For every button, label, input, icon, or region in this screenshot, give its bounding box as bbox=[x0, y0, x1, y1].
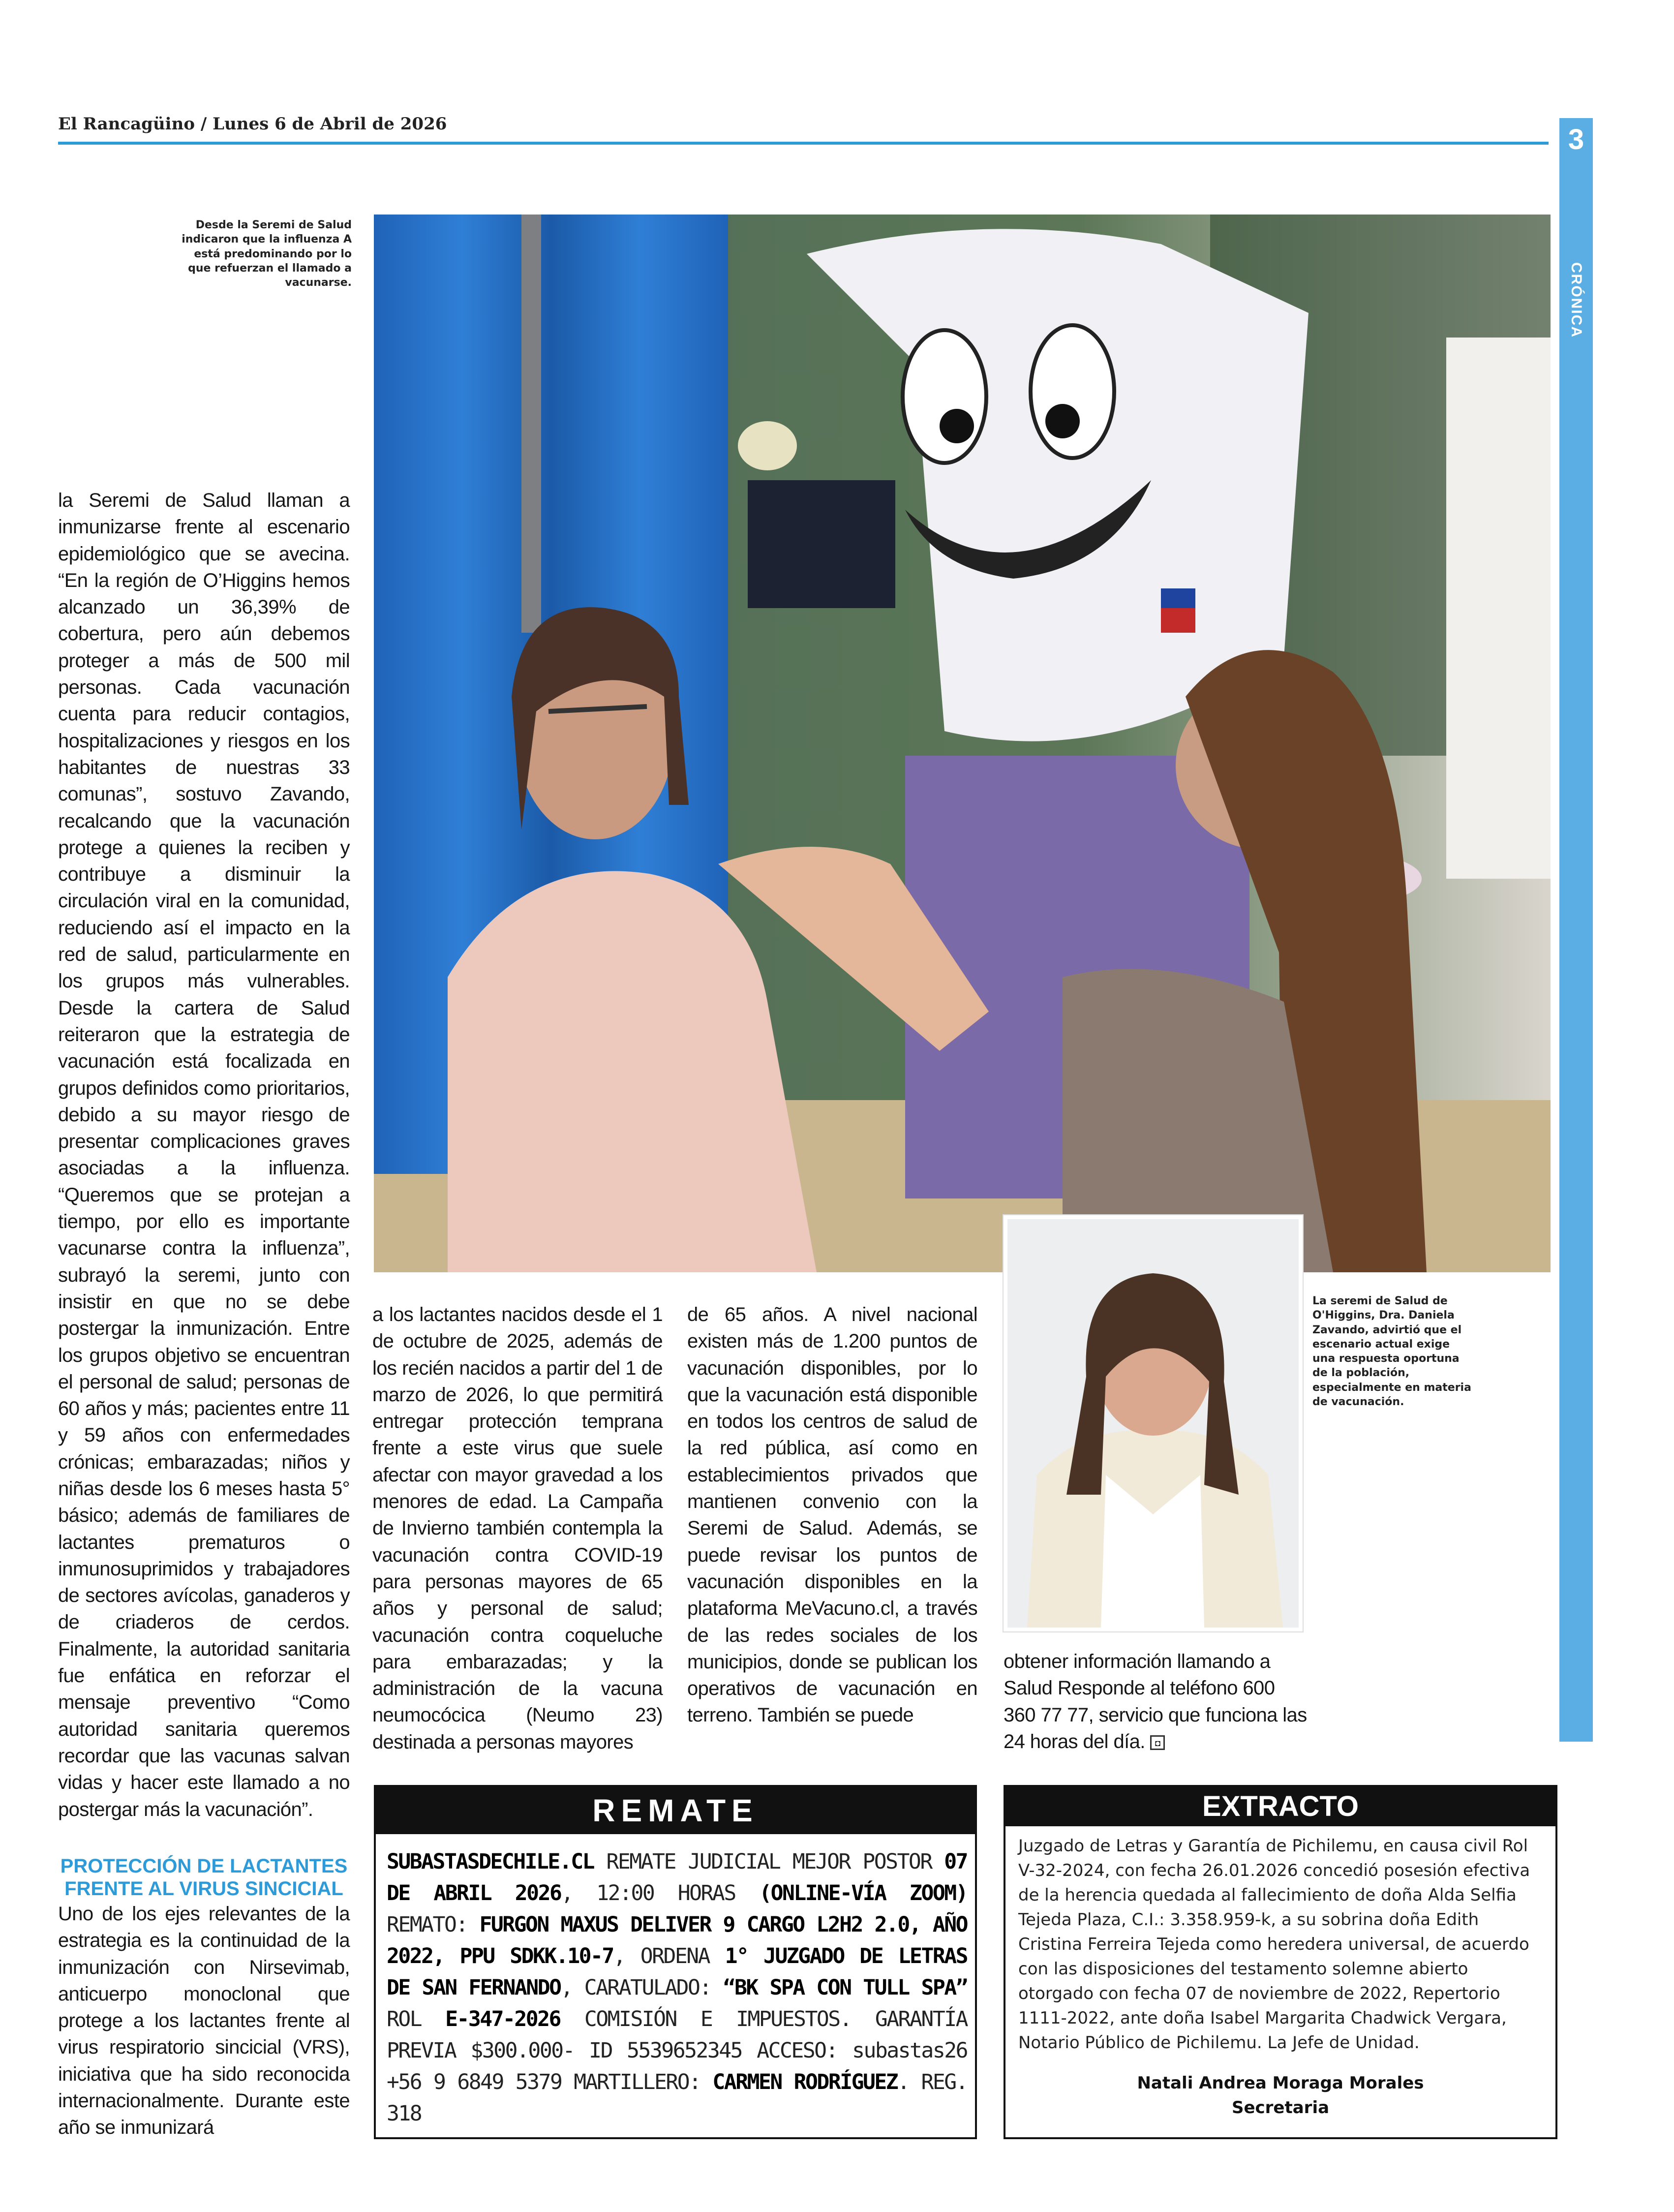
remate-text-run: REMATE JUDICIAL MEJOR POSTOR bbox=[594, 1849, 944, 1874]
remate-text-run: REMATO: bbox=[387, 1912, 480, 1937]
header-separator: / bbox=[200, 114, 207, 134]
remate-text-run: ROL bbox=[387, 2007, 446, 2031]
article-column-2 bbox=[372, 1301, 663, 1755]
newspaper-name: El Rancagüino bbox=[58, 114, 195, 134]
photo-caption: Desde la Seremi de Salud indicaron que la influenza A está predominando por lo que refuerzan el llamado a vacunarse. bbox=[182, 219, 352, 289]
article-text bbox=[1004, 1648, 1309, 1755]
remate-text-run: , CARATULADO: bbox=[560, 1975, 723, 2000]
article-column-1 bbox=[58, 487, 350, 1823]
inset-caption: La seremi de Salud de O'Higgins, Dra. Daniela Zavando, advirtió que el escenario actual exige una respuesta oportuna de la población, especialmente en materia de vacunación. bbox=[1312, 1295, 1471, 1408]
signer-title: Secretaria bbox=[1231, 2098, 1330, 2118]
remate-text-run: E-347-2026 bbox=[445, 2007, 560, 2031]
portrait-image bbox=[1007, 1219, 1299, 1628]
remate-text-run: (ONLINE-VÍA ZOOM) bbox=[759, 1881, 968, 1905]
remate-text-run: COMISIÓN E IMPUESTOS. GARANTÍA PREVIA $300.000- ID 5539652345 ACCESO: subastas26 +56 9 6849 5379 MARTILLERO: bbox=[387, 2007, 967, 2094]
end-mark-icon: ◘ bbox=[1150, 1735, 1165, 1750]
remate-notice bbox=[374, 1785, 977, 2139]
article-text: de 65 años. A nivel nacional existen más de 1.200 puntos de vacunación disponibles, por lo que la vacunación está disponible en todos los centros de salud de la red pública, así como en establecimientos privados que mantienen convenio con la Seremi de Salud. Además, se puede revisar los puntos de vacunación disponibles en la plataforma MeVacuno.cl, a través de las redes sociales de los municipios, donde se publican los operativos de vacunación en terreno. También se puede bbox=[687, 1304, 977, 1726]
remate-text-run: , 12:00 HORAS bbox=[561, 1881, 760, 1905]
remate-body bbox=[387, 1846, 967, 2129]
remate-text-run: , ORDENA bbox=[613, 1944, 725, 1968]
extracto-notice bbox=[1004, 1785, 1557, 2139]
issue-date: Lunes 6 de Abril de 2026 bbox=[213, 114, 447, 134]
article-subheading: PROTECCIÓN DE LACTANTES FRENTE AL VIRUS SINCICIAL bbox=[60, 1855, 348, 1900]
article-column-3 bbox=[687, 1301, 977, 1729]
remate-text-run: FURGON MAXUS DELIVER 9 CARGO L2H2 2.0, AÑO 2022, PPU SDKK.10-7 bbox=[387, 1912, 967, 1968]
article-column-1-continued bbox=[58, 1901, 350, 2141]
article-text: Uno de los ejes relevantes de la estrategia es la continuidad de la inmunización con Nirsevimab, anticuerpo monoclonal que protege a los lactantes frente al virus respiratorio sincicial (VRS), iniciativa que ha sido reconocida internacionalmente. Durante este año se inmunizará bbox=[58, 1903, 350, 2139]
extracto-title: EXTRACTO bbox=[1005, 1787, 1555, 1826]
page-number: 3 bbox=[1568, 123, 1584, 155]
section-label: CRÓNICA bbox=[1568, 262, 1584, 338]
remate-text-run: 07 DE ABRIL 2026 bbox=[387, 1849, 967, 1905]
main-photo bbox=[374, 215, 1551, 1272]
page-header bbox=[58, 114, 447, 134]
article-text: la Seremi de Salud llaman a inmunizarse frente al escenario epidemiológico que se avecina. “En la región de O’Higgins hemos alcanzado un 36,39% de cobertura, pero aún debemos proteger a más de 500 mil personas. Cada vacunación cuenta para reducir contagios, hospitalizaciones y riesgos en los habitantes de nuestras 33 comunas”, sostuvo Zavando, recalcando que la vacunación protege a quienes la reciben y contribuye a disminuir la circulación viral en la comunidad, reduciendo así el impacto en la red de salud, particularmente en los grupos más vulnerables. Desde la cartera de Salud reiteraron que la estrategia de vacunación está focalizada en grupos definidos como prioritarios, debido a su mayor riesgo de presentar complicaciones graves asociadas a la influenza. “Queremos que se protejan a tiempo, por ello es importante vacunarse contra la influenza”, subrayó la seremi, junto con insistir en que no se debe postergar la inmunización. Entre los grupos objetivo se encuentran el personal de salud; personas de 60 años y más; pacientes entre 11 y 59 años con enfermedades crónicas; embarazadas; niños y niñas desde los 6 meses hasta 5° básico; además de familiares de lactantes prematuros o inmunosuprimidos y trabajadores de sectores avícolas, ganaderos y de criaderos de cerdos. Finalmente, la autoridad sanitaria fue enfática en reforzar el mensaje preventivo “Como autoridad sanitaria queremos recordar que las vacunas salvan vidas y hacer este llamado a no postergar más la vacunación”. bbox=[58, 490, 350, 1820]
extracto-body: Juzgado de Letras y Garantía de Pichilemu, en causa civil Rol V-32-2024, con fecha 26.01.2026 concedió posesión efectiva de la herencia quedada al fallecimiento de doña Alda Selfia Tejeda Plaza, C.I.: 3.358.959-k, a su sobrina doña Edith Cristina Ferreira Tejeda como heredera universal, de acuerdo con las disposiciones del testamento solemne abierto otorgado con fecha 07 de noviembre de 2022, Repertorio 1111-2022, ante doña Isabel Margarita Chadwick Vergara, Notario Público de Pichilemu. La Jefe de Unidad. bbox=[1018, 1836, 1530, 2053]
article-text: a los lactantes nacidos desde el 1 de octubre de 2025, además de los recién nacidos a partir del 1 de marzo de 2026, lo que permitirá entregar protección temprana frente a este virus que suele afectar con mayor gravedad a los menores de edad. La Campaña de Invierno también contempla la vacunación contra COVID-19 para personas mayores de 65 años y personal de salud; vacunación contra coqueluche para embarazadas; y la administración de la vacuna neumocócica (Neumo 23) destinada a personas mayores bbox=[372, 1304, 663, 1753]
remate-text-run: CARMEN RODRÍGUEZ bbox=[712, 2070, 898, 2094]
article-column-4 bbox=[1004, 1648, 1309, 1755]
remate-text-run: SUBASTASDECHILE.CL bbox=[387, 1849, 594, 1874]
remate-text-run: . REG. 318 bbox=[387, 2070, 967, 2126]
remate-title: REMATE bbox=[376, 1787, 975, 1834]
signer-name: Natali Andrea Moraga Morales bbox=[1137, 2073, 1424, 2093]
header-rule bbox=[58, 142, 1549, 145]
remate-text-run: “BK SPA CON TULL SPA” bbox=[723, 1975, 968, 2000]
inset-photo bbox=[1004, 1215, 1303, 1631]
article-end-text: obtener información llamando a Salud Responde al teléfono 600 360 77 77, servicio que funciona las 24 horas del día. bbox=[1004, 1651, 1307, 1752]
vaccination-scene-image bbox=[374, 215, 1551, 1272]
remate-text-run: 1° JUZGADO DE LETRAS DE SAN FERNANDO bbox=[387, 1944, 967, 2000]
